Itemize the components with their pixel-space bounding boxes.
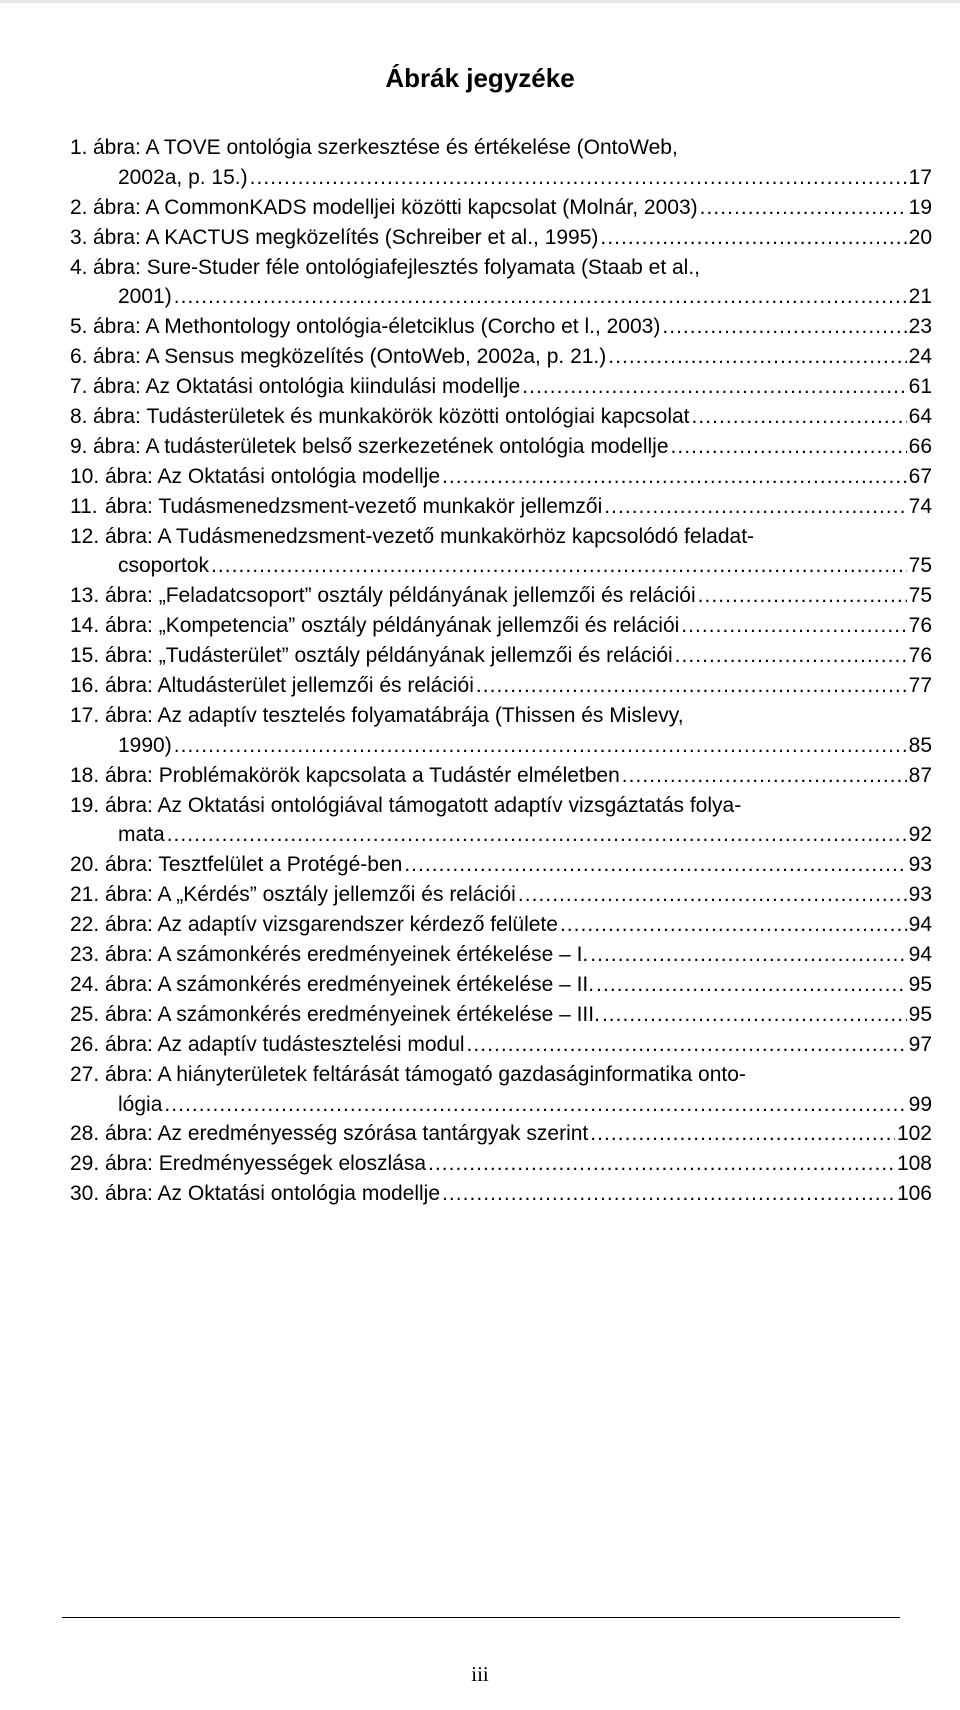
entry-content <box>93 253 932 283</box>
figure-title: ábra: A KACTUS megközelítés (Schreiber et al., 1995) <box>93 225 599 249</box>
figure-number: 28. <box>70 1122 100 1146</box>
figure-title: ábra: „Tudásterület” osztály példányának jellemzői és relációi <box>105 644 673 668</box>
dot-leader <box>590 1119 895 1149</box>
figure-title: lógia <box>118 1092 163 1116</box>
page-ref: 77 <box>908 674 932 698</box>
page-ref: 74 <box>908 494 932 518</box>
toc-entry[interactable] <box>70 163 932 193</box>
figure-title: csoportok <box>118 554 210 578</box>
toc-entry[interactable] <box>70 342 932 372</box>
figure-title: ábra: Az Oktatási ontológia kiindulási modellje <box>93 375 521 399</box>
figure-title: ábra: A számonkérés eredményeinek értékelése – I. <box>105 943 589 967</box>
toc-entry[interactable] <box>70 1119 932 1149</box>
dot-leader <box>428 1149 895 1179</box>
figure-title: 2001) <box>118 285 172 309</box>
entry-content <box>93 432 932 462</box>
entry-content <box>93 372 932 402</box>
figure-number: 21. <box>70 883 100 907</box>
entry-content <box>105 910 932 940</box>
page-ref: 24 <box>908 345 932 369</box>
figure-number: 18. <box>70 763 100 787</box>
page-ref: 97 <box>908 1032 932 1056</box>
figure-title: ábra: A számonkérés eredményeinek értékelése – II. <box>105 972 595 996</box>
entry-content <box>93 312 932 342</box>
figure-title: ábra: Tudásterületek és munkakörök közötti ontológiai kapcsolat <box>93 405 690 429</box>
page-ref: 17 <box>908 165 932 189</box>
figure-number: 16. <box>70 674 100 698</box>
toc-entry[interactable] <box>70 940 932 970</box>
toc-entry[interactable] <box>70 850 932 880</box>
figure-title: ábra: „Kompetencia” osztály példányának jellemzői és relációi <box>105 614 680 638</box>
toc-entry[interactable] <box>70 402 932 432</box>
toc-entry[interactable] <box>70 462 932 492</box>
dot-leader <box>167 820 907 850</box>
figure-number: 7. <box>70 375 88 399</box>
figure-title: ábra: A Sensus megközelítés (OntoWeb, 2002a, p. 21.) <box>93 345 607 369</box>
entry-content <box>93 223 932 253</box>
figure-title: ábra: A tudásterületek belső szerkezetének ontológia modellje <box>93 434 669 458</box>
entry-content <box>93 402 932 432</box>
page-ref: 20 <box>908 225 932 249</box>
dot-leader <box>211 551 907 581</box>
page-ref: 94 <box>908 943 932 967</box>
figure-title: ábra: A Methontology ontológia-életciklus (Corcho et l., 2003) <box>93 315 661 339</box>
figure-number: 11. <box>70 494 98 518</box>
page-ref: 108 <box>896 1152 932 1176</box>
entry-content <box>105 970 932 1000</box>
dot-leader <box>560 910 907 940</box>
dot-leader <box>681 611 906 641</box>
figure-title: ábra: A TOVE ontológia szerkesztése és értékelése (OntoWeb, <box>93 136 678 159</box>
entry-content <box>105 940 932 970</box>
figure-title: ábra: Az adaptív vizsgarendszer kérdező felülete <box>105 913 558 937</box>
figure-number: 10. <box>70 464 100 488</box>
toc-entry[interactable] <box>70 581 932 611</box>
page-ref: 64 <box>908 405 932 429</box>
figure-number: 3. <box>70 225 88 249</box>
figure-number: 12. <box>70 524 100 548</box>
dot-leader <box>602 1000 907 1030</box>
figure-number: 2. <box>70 195 88 219</box>
entry-content <box>93 133 932 163</box>
figure-title: ábra: A Tudásmenedzsment-vezető munkakörhöz kapcsolódó feladat- <box>105 524 755 548</box>
toc-entry[interactable] <box>70 1090 932 1120</box>
figure-title: ábra: A számonkérés eredményeinek értékelése – III. <box>105 1002 600 1026</box>
entry-content <box>118 551 932 581</box>
dot-leader <box>700 193 907 223</box>
figure-number: 4. <box>70 255 88 279</box>
page-ref: 66 <box>908 434 932 458</box>
entry-content <box>105 1030 932 1060</box>
figure-number: 19. <box>70 793 100 817</box>
page-ref: 85 <box>908 733 932 757</box>
footer-rule <box>62 1617 900 1618</box>
figure-number: 13. <box>70 584 100 608</box>
toc-entry[interactable] <box>70 791 932 821</box>
page-ref: 23 <box>908 315 932 339</box>
dot-leader <box>442 1179 895 1209</box>
entry-content <box>105 462 932 492</box>
entry-content <box>105 641 932 671</box>
figure-number: 17. <box>70 703 100 727</box>
figure-number: 1. <box>70 136 88 159</box>
figure-title: ábra: Eredményességek eloszlása <box>105 1152 427 1176</box>
toc-entry[interactable] <box>70 1000 932 1030</box>
top-rule <box>0 0 960 3</box>
entry-content <box>105 1060 932 1090</box>
page-ref: 76 <box>908 644 932 668</box>
entry-content <box>105 850 932 880</box>
toc-entry[interactable] <box>70 133 932 163</box>
dot-leader <box>590 940 906 970</box>
toc-entry[interactable] <box>70 522 932 552</box>
entry-content <box>118 163 932 193</box>
page-ref: 75 <box>908 554 932 578</box>
dot-leader <box>518 880 907 910</box>
page-ref: 93 <box>908 883 932 907</box>
toc-entry[interactable] <box>70 1179 932 1209</box>
page-ref: 94 <box>908 913 932 937</box>
figure-number: 30. <box>70 1182 100 1206</box>
entry-content <box>93 342 932 372</box>
entry-content <box>118 820 932 850</box>
dot-leader <box>596 970 907 1000</box>
entry-content <box>93 193 932 223</box>
dot-leader <box>467 1030 907 1060</box>
entry-content <box>105 522 932 552</box>
entry-content <box>105 701 932 731</box>
page-ref: 106 <box>896 1182 932 1206</box>
figure-number: 5. <box>70 315 88 339</box>
toc-entry[interactable] <box>70 372 932 402</box>
figure-number: 25. <box>70 1002 100 1026</box>
entry-content <box>105 581 932 611</box>
toc-entry[interactable] <box>70 880 932 910</box>
figure-title: ábra: „Feladatcsoport” osztály példányának jellemzői és relációi <box>105 584 696 608</box>
page-ref: 19 <box>908 195 932 219</box>
toc-entry[interactable] <box>70 432 932 462</box>
toc-entry[interactable] <box>70 761 932 791</box>
figure-title: mata <box>118 823 165 847</box>
dot-leader <box>604 492 906 522</box>
entry-content <box>105 492 932 522</box>
entry-content <box>105 1000 932 1030</box>
toc-entry[interactable] <box>70 551 932 581</box>
dot-leader <box>692 402 907 432</box>
dot-leader <box>250 163 907 193</box>
entry-content <box>118 731 932 761</box>
toc-entry[interactable] <box>70 253 932 283</box>
figure-number: 15. <box>70 644 100 668</box>
figure-number: 23. <box>70 943 100 967</box>
entry-content <box>105 880 932 910</box>
entry-content <box>105 611 932 641</box>
page-number: iii <box>471 1662 489 1686</box>
figure-title: 2002a, p. 15.) <box>118 165 248 189</box>
figure-title: ábra: Problémakörök kapcsolata a Tudástér elméletben <box>105 763 620 787</box>
page-ref: 93 <box>908 853 932 877</box>
page-ref: 21 <box>908 285 932 309</box>
figure-title: ábra: Az eredményesség szórása tantárgyak szerint <box>105 1122 589 1146</box>
figure-title: ábra: Az adaptív tesztelés folyamatábrája (Thissen és Mislevy, <box>105 703 684 727</box>
entry-content <box>118 282 932 312</box>
page-ref: 67 <box>908 464 932 488</box>
entry-content <box>105 1119 932 1149</box>
page-ref: 75 <box>908 584 932 608</box>
entry-content <box>105 671 932 701</box>
figure-title: ábra: Az Oktatási ontológiával támogatott adaptív vizsgáztatás folya- <box>105 793 742 817</box>
toc-entry[interactable] <box>70 312 932 342</box>
entry-content <box>118 1090 932 1120</box>
page-ref: 92 <box>908 823 932 847</box>
figure-title: ábra: Sure-Studer féle ontológiafejlesztés folyamata (Staab et al., <box>93 255 701 279</box>
dot-leader <box>622 761 907 791</box>
figure-number: 14. <box>70 614 100 638</box>
dot-leader <box>608 342 906 372</box>
figure-title: ábra: A hiányterületek feltárását támogató gazdaságinformatika onto- <box>105 1062 746 1086</box>
toc-entry[interactable] <box>70 611 932 641</box>
figure-title: ábra: Az Oktatási ontológia modellje <box>105 1182 441 1206</box>
figure-number: 20. <box>70 853 100 877</box>
figure-title: ábra: A „Kérdés” osztály jellemzői és relációi <box>105 883 516 907</box>
toc-entry[interactable] <box>70 492 932 522</box>
dot-leader <box>174 731 907 761</box>
figure-number: 26. <box>70 1032 100 1056</box>
page-ref: 95 <box>908 1002 932 1026</box>
figure-number: 24. <box>70 972 100 996</box>
figure-title: 1990) <box>118 733 172 757</box>
toc-entry[interactable] <box>70 731 932 761</box>
figure-number: 6. <box>70 345 88 369</box>
toc-entry[interactable] <box>70 701 932 731</box>
toc-entry[interactable] <box>70 820 932 850</box>
table-of-figures <box>70 133 932 1209</box>
toc-entry[interactable] <box>70 1060 932 1090</box>
figure-title: ábra: Tudásmenedzsment-vezető munkakör jellemzői <box>105 494 603 518</box>
figure-number: 27. <box>70 1062 100 1086</box>
dot-leader <box>675 641 907 671</box>
entry-content <box>105 791 932 821</box>
figure-title: ábra: A CommonKADS modelljei közötti kapcsolat (Molnár, 2003) <box>93 195 698 219</box>
dot-leader <box>174 282 907 312</box>
figure-number: 29. <box>70 1152 100 1176</box>
dot-leader <box>404 850 906 880</box>
entry-content <box>105 1179 932 1209</box>
dot-leader <box>600 223 906 253</box>
figure-title: ábra: Az Oktatási ontológia modellje <box>105 464 441 488</box>
figure-number: 22. <box>70 913 100 937</box>
entry-content <box>105 761 932 791</box>
toc-entry[interactable] <box>70 671 932 701</box>
page-ref: 95 <box>908 972 932 996</box>
page-ref: 99 <box>908 1092 932 1116</box>
dot-leader <box>476 671 907 701</box>
toc-entry[interactable] <box>70 282 932 312</box>
dot-leader <box>671 432 907 462</box>
dot-leader <box>698 581 907 611</box>
toc-entry[interactable] <box>70 223 932 253</box>
page-ref: 102 <box>896 1122 932 1146</box>
toc-entry[interactable] <box>70 193 932 223</box>
toc-entry[interactable] <box>70 910 932 940</box>
toc-entry[interactable] <box>70 970 932 1000</box>
toc-entry[interactable] <box>70 641 932 671</box>
figure-title: ábra: Tesztfelület a Protégé-ben <box>105 853 403 877</box>
dot-leader <box>662 312 906 342</box>
page-ref: 76 <box>908 614 932 638</box>
figure-title: ábra: Az adaptív tudástesztelési modul <box>105 1032 465 1056</box>
entry-content <box>105 1149 932 1179</box>
dot-leader <box>442 462 907 492</box>
page-title: Ábrák jegyzéke <box>385 63 575 93</box>
page-ref: 61 <box>908 375 932 399</box>
figure-title: ábra: Altudásterület jellemzői és relációi <box>105 674 474 698</box>
dot-leader <box>522 372 906 402</box>
page-ref: 87 <box>908 763 932 787</box>
figure-number: 9. <box>70 434 88 458</box>
toc-entry[interactable] <box>70 1030 932 1060</box>
toc-entry[interactable] <box>70 1149 932 1179</box>
figure-number: 8. <box>70 405 88 429</box>
dot-leader <box>164 1090 906 1120</box>
